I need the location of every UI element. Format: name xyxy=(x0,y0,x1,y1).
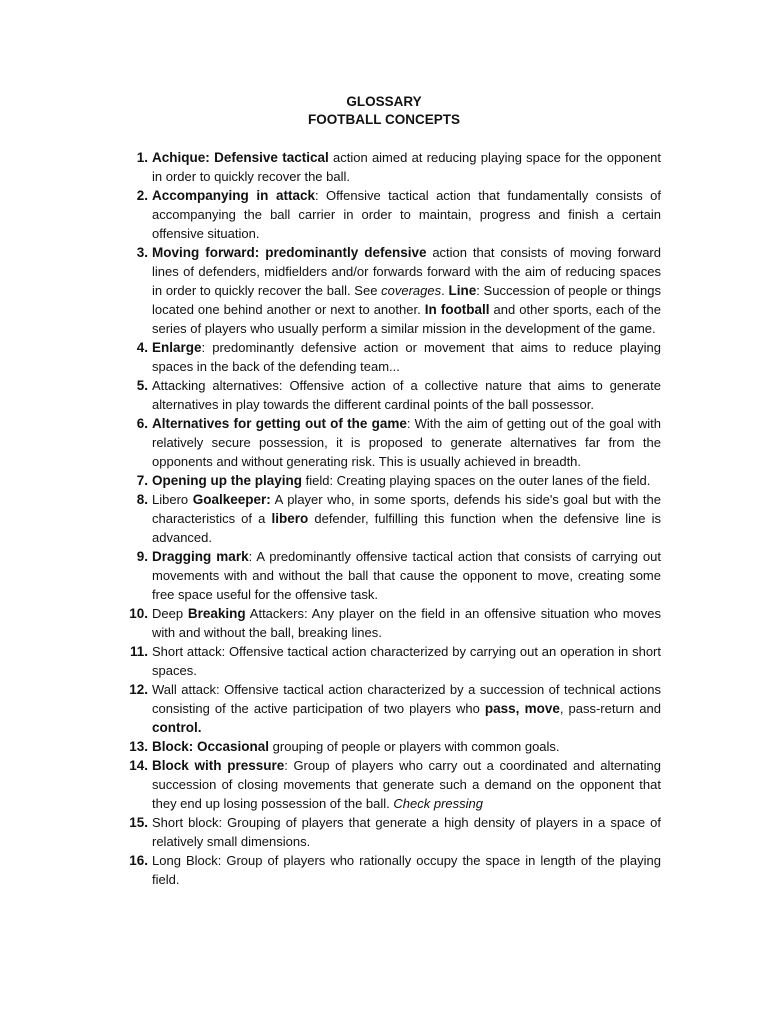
entry-term: Moving forward: predominantly defensive xyxy=(152,245,427,260)
entry-text: . xyxy=(441,283,449,298)
glossary-entry xyxy=(126,148,661,186)
entry-number: 4. xyxy=(136,340,148,355)
glossary-entry xyxy=(126,642,661,680)
entry-term: control. xyxy=(152,720,202,735)
entry-text: Long Block: Group of players who rationally occupy the space in length of the playing field. xyxy=(152,853,661,887)
entry-number: 16. xyxy=(129,853,148,868)
entry-term: libero xyxy=(271,511,309,526)
entry-term: Block: Occasional xyxy=(152,739,270,754)
entry-text: Attacking alternatives: Offensive action of a collective nature that aims to generate alternatives in play towards the different cardinal points of the ball possessor. xyxy=(152,378,661,412)
entry-text: : Offensive tactical action that fundamentally consists of accompanying the ball carrier in order to maintain, progress and finish a certain offensive situation. xyxy=(152,188,661,241)
glossary-entry xyxy=(126,338,661,376)
glossary-entry xyxy=(126,680,661,737)
entry-text: grouping of people or players with common goals. xyxy=(269,739,560,754)
entry-term: Dragging mark xyxy=(152,549,249,564)
entry-number: 10. xyxy=(129,606,148,621)
entry-term: Enlarge xyxy=(152,340,202,355)
entry-number: 15. xyxy=(129,815,148,830)
glossary-entry xyxy=(126,851,661,889)
glossary-entry xyxy=(126,813,661,851)
glossary-entry xyxy=(126,490,661,547)
entry-text: Wall attack: Offensive tactical action characterized by a succession of technical actions consisting of the active participation of two players who xyxy=(152,682,661,716)
entry-emphasis: coverages xyxy=(381,283,442,298)
entry-term: Line xyxy=(448,283,477,298)
glossary-entry xyxy=(126,376,661,414)
entry-number: 7. xyxy=(136,473,148,488)
entry-number: 13. xyxy=(129,739,148,754)
entry-emphasis: Check pressing xyxy=(393,796,483,811)
entry-text: Libero xyxy=(152,492,193,507)
entry-term: Alternatives for getting out of the game xyxy=(152,416,407,431)
entry-term: Block with pressure xyxy=(152,758,285,773)
entry-text: A player who, in some sports, defends his side's goal but with the characteristics of a xyxy=(152,492,662,526)
entry-term: Opening up the playing xyxy=(152,473,302,488)
entry-text: : Succession of people or things located one behind another or next to another. xyxy=(152,283,661,317)
entry-number: 11. xyxy=(129,644,148,659)
entry-text: : With the aim of getting out of the goal with relatively secure possession, it is proposed to generate alternatives far from the opponents and without generating risk. This is usually achieved in breadth. xyxy=(152,416,661,469)
glossary-entry xyxy=(126,756,661,813)
entry-text: Short block: Grouping of players that generate a high density of players in a space of relatively small dimensions. xyxy=(152,815,661,849)
entry-number: 8. xyxy=(136,492,148,507)
glossary-entry xyxy=(126,547,661,604)
glossary-entry xyxy=(126,414,661,471)
entry-term: Breaking xyxy=(187,606,246,621)
glossary-entry xyxy=(126,604,661,642)
glossary-title: GLOSSARY xyxy=(346,94,422,109)
entry-number: 2. xyxy=(136,188,148,203)
entry-text: Deep xyxy=(152,606,188,621)
entry-text: defender, fulfilling this function when the defensive line is advanced. xyxy=(152,511,661,545)
entry-text: : predominantly defensive action or movement that aims to reduce playing spaces in the back of the defending team... xyxy=(152,340,661,374)
entry-text: : Group of players who carry out a coordinated and alternating succession of closing movements that generate such a demand on the opponent that they end up losing possession of the ball. xyxy=(152,758,661,811)
entry-number: 9. xyxy=(136,549,148,564)
entry-term: pass, move xyxy=(484,701,560,716)
entry-number: 14. xyxy=(129,758,148,773)
glossary-entry xyxy=(126,243,661,338)
entry-term: Achique: Defensive tactical xyxy=(152,150,329,165)
entry-text: Short attack: Offensive tactical action characterized by carrying out an operation in short spaces. xyxy=(152,644,661,678)
entry-term: Goalkeeper: xyxy=(192,492,271,507)
glossary-entry xyxy=(126,737,661,756)
entry-number: 3. xyxy=(136,245,148,260)
entry-text: , pass-return and xyxy=(559,701,661,716)
entry-number: 1. xyxy=(136,150,148,165)
glossary-entry xyxy=(126,471,661,490)
glossary-entry xyxy=(126,186,661,243)
glossary-list xyxy=(126,148,661,889)
entry-text: and other sports, each of the series of players who usually perform a similar mission in the development of the game. xyxy=(152,302,661,336)
entry-text: : A predominantly offensive tactical action that consists of carrying out movements with and without the ball that cause the opponent to move, creating some free space useful for the offensive task. xyxy=(152,549,661,602)
entry-text: action that consists of moving forward lines of defenders, midfielders and/or forwards forward with the aim of reducing spaces in order to quickly recover the ball. See xyxy=(152,245,661,298)
entry-text: action aimed at reducing playing space for the opponent in order to quickly recover the ball. xyxy=(152,150,661,184)
glossary-subtitle: FOOTBALL CONCEPTS xyxy=(307,112,460,127)
entry-number: 12. xyxy=(129,682,148,697)
entry-number: 6. xyxy=(136,416,148,431)
entry-term: Accompanying in attack xyxy=(152,188,315,203)
entry-text: Attackers: Any player on the field in an offensive situation who moves with and without the ball, breaking lines. xyxy=(152,606,661,640)
entry-text: field: Creating playing spaces on the outer lanes of the field. xyxy=(302,473,651,488)
entry-number: 5. xyxy=(136,378,148,393)
entry-term: In football xyxy=(424,302,490,317)
